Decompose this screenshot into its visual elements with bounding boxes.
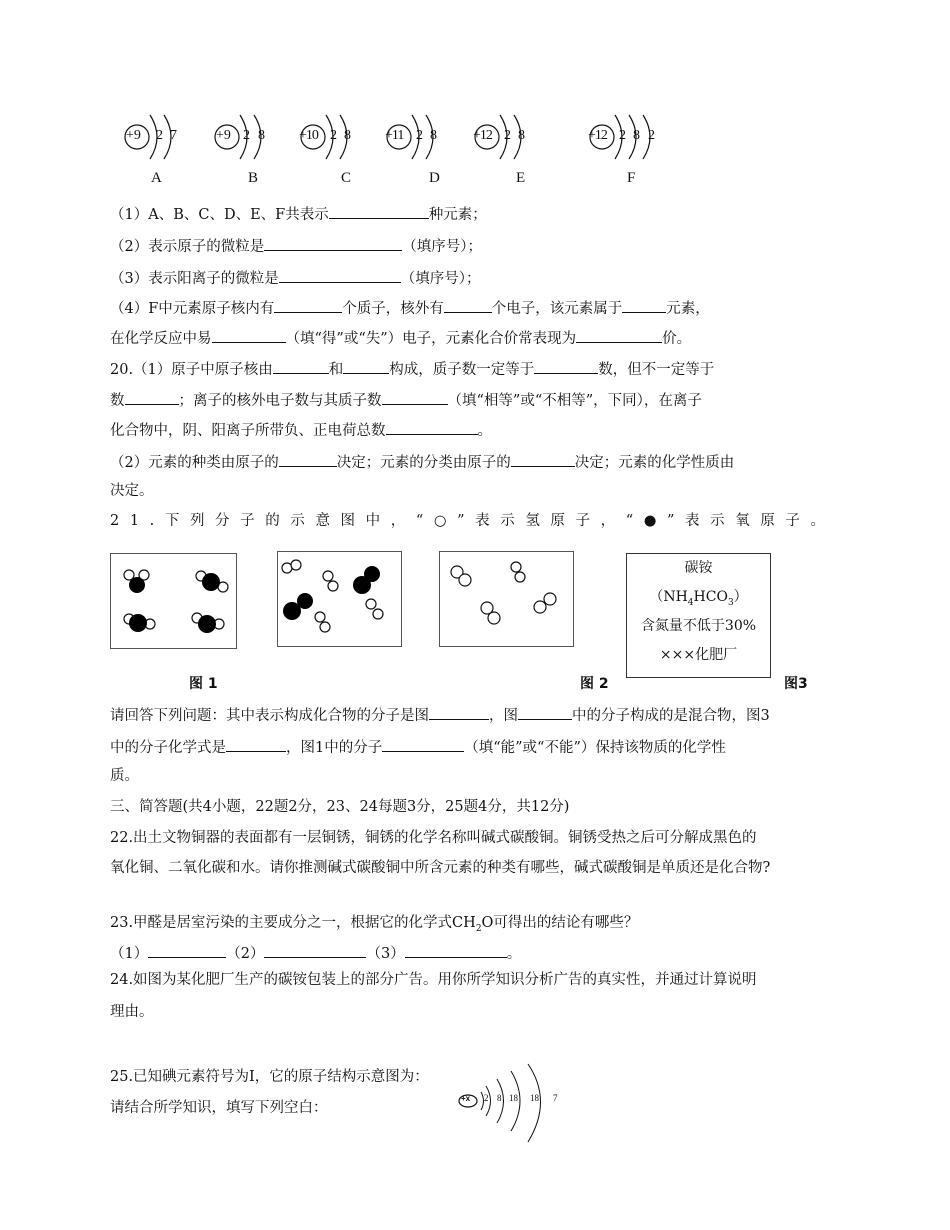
ad-nitrogen-content: 含氮量不低于30% [640,618,757,634]
q21-answer-line3: 质。 [110,768,139,784]
q22-line1: 22.出土文物铜器的表面都有一层铜锈，铜锈的化学名称叫碱式碳酸铜。铜锈受热之后可分解成黑色的 [110,830,757,846]
q25-line1: 25.已知碘元素符号为I，它的原子结构示意图为： [110,1069,429,1085]
q21-intro: 21.下列分子的示意图中，“○”表示氢原子，“●”表示氧原子。 [110,513,836,529]
shell-electrons: 8 [258,128,265,143]
answer-blank[interactable] [264,942,366,958]
q23-answers: （1） （2） （3） 。 [110,942,521,964]
atom-label: B [248,170,259,186]
q25-line2: 请结合所学知识，填写下列空白： [110,1100,328,1116]
q21-answer-line2: 中的分子化学式是 ，图1中的分子 （填“能”或“不能”）保持该物质的化学性 [110,736,726,758]
nucleus-charge: +10 [299,128,318,143]
ad-formula: $(NH_4HCO_3)$ [649,589,748,608]
atom-label: F [627,170,636,186]
answer-blank[interactable] [212,327,286,343]
shell-electrons: 8 [497,1093,502,1103]
q20-line1: 20.（1）原子中原子核由 和 构成，质子数一定等于 数，但不一定等于 [110,358,714,380]
mixed-molecules-icon [278,552,401,646]
nucleus-charge: +12 [473,128,492,143]
shell-electrons: 2 [648,128,655,143]
figure-2-box [277,551,402,647]
answer-blank[interactable] [382,736,464,752]
q20-line4: （2）元素的种类由原子的 决定；元素的分类由原子的 决定；元素的化学性质由 [110,451,734,473]
answer-blank[interactable] [279,267,401,283]
answer-blank[interactable] [429,704,489,720]
water-molecules-icon [111,554,236,648]
answer-blank[interactable] [273,358,329,374]
figure-1-label: 图 1 [189,676,218,692]
q19-part4-line2: 在化学反应中易 （填“得”或“失”）电子，元素化合价常表现为 价。 [110,327,691,349]
shell-electrons: 2 [330,128,337,143]
atom-label: A [151,170,162,186]
shell-electrons: 2 [416,128,423,143]
atom-label: C [341,170,352,186]
shell-electrons: 8 [430,128,437,143]
shell-electrons: 8 [344,128,351,143]
q20-line5: 决定。 [110,483,154,499]
answer-blank[interactable] [534,358,598,374]
nucleus-charge: +9 [216,128,231,143]
figure-1-box [110,553,237,649]
q19-part4-line1: （4）F中元素原子核内有 个质子，核外有 个电子，该元素属于 元素， [110,297,710,319]
answer-blank[interactable] [382,389,448,405]
shell-electrons: 7 [553,1093,558,1103]
answer-blank[interactable] [125,389,179,405]
shell-electrons: 2 [504,128,511,143]
figure-2b-box [439,551,574,647]
answer-blank[interactable] [405,942,507,958]
answer-blank[interactable] [329,203,429,219]
q24-line2: 理由。 [110,1004,154,1020]
nucleus-charge: +12 [588,128,607,143]
shell-electrons: 8 [633,128,640,143]
ad-product-name: 碳铵 [684,560,713,576]
q19-part3: （3）表示阳离子的微粒是 （填序号）； [110,267,480,289]
atom-label: D [429,170,440,186]
answer-blank[interactable] [274,297,342,313]
q20-line2: 数 ；离子的核外电子数与其质子数 （填“相等”或“不相等”，下同），在离子 [110,389,702,411]
answer-blank[interactable] [279,451,337,467]
answer-blank[interactable] [576,327,662,343]
answer-blank[interactable] [518,704,572,720]
nucleus-charge: +x [461,1094,471,1103]
answer-blank[interactable] [622,297,666,313]
answer-blank[interactable] [511,451,575,467]
shell-electrons: 2 [156,128,163,143]
shell-electrons: 18 [530,1093,539,1103]
ad-factory: ×××化肥厂 [659,647,738,663]
answer-blank[interactable] [148,942,226,958]
q24-line1: 24.如图为某化肥厂生产的碳铵包装上的部分广告。用你所学知识分析广告的真实性，并通过计算说明 [110,972,757,988]
answer-blank[interactable] [264,235,402,251]
answer-blank[interactable] [343,358,389,374]
shell-electrons: 18 [509,1093,518,1103]
q20-line3: 化合物中，阴、阳离子所带负、正电荷总数 。 [110,419,492,441]
hydrogen-molecules-icon [440,552,573,646]
shell-electrons: 2 [243,128,250,143]
shell-electrons: 2 [484,1093,489,1103]
figure-2-label: 图 2 [580,676,609,692]
nucleus-charge: +11 [385,128,404,143]
figure-3-label: 图3 [784,676,808,692]
nucleus-charge: +9 [126,128,141,143]
q19-part2: （2）表示原子的微粒是 （填序号）； [110,235,482,257]
atom-structure-icon [455,1062,575,1144]
q22-line2: 氧化铜、二氧化碳和水。请你推测碱式碳酸铜中所含元素的种类有哪些，碱式碳酸铜是单质还是化合物? [110,860,771,876]
shell-electrons: 2 [619,128,626,143]
q19-part1: （1）A、B、C、D、E、F共表示 种元素； [110,203,487,225]
section-3-heading: 三、简答题(共4小题，22题2分，23、24每题3分，25题4分，共12分) [110,799,570,815]
shell-electrons: 7 [170,128,177,143]
answer-blank[interactable] [226,736,286,752]
answer-blank[interactable] [386,419,478,435]
shell-electrons: 8 [518,128,525,143]
answer-blank[interactable] [444,297,492,313]
fertilizer-ad-box [626,553,771,678]
q21-answer-line1: 请回答下列问题：其中表示构成化合物的分子是图 ，图 中的分子构成的是混合物，图3 [110,704,770,726]
atom-label: E [516,170,526,186]
q23-question: 23.甲醛是居室污染的主要成分之一，根据它的化学式$CH_2O$可得出的结论有哪些？ [110,915,639,934]
